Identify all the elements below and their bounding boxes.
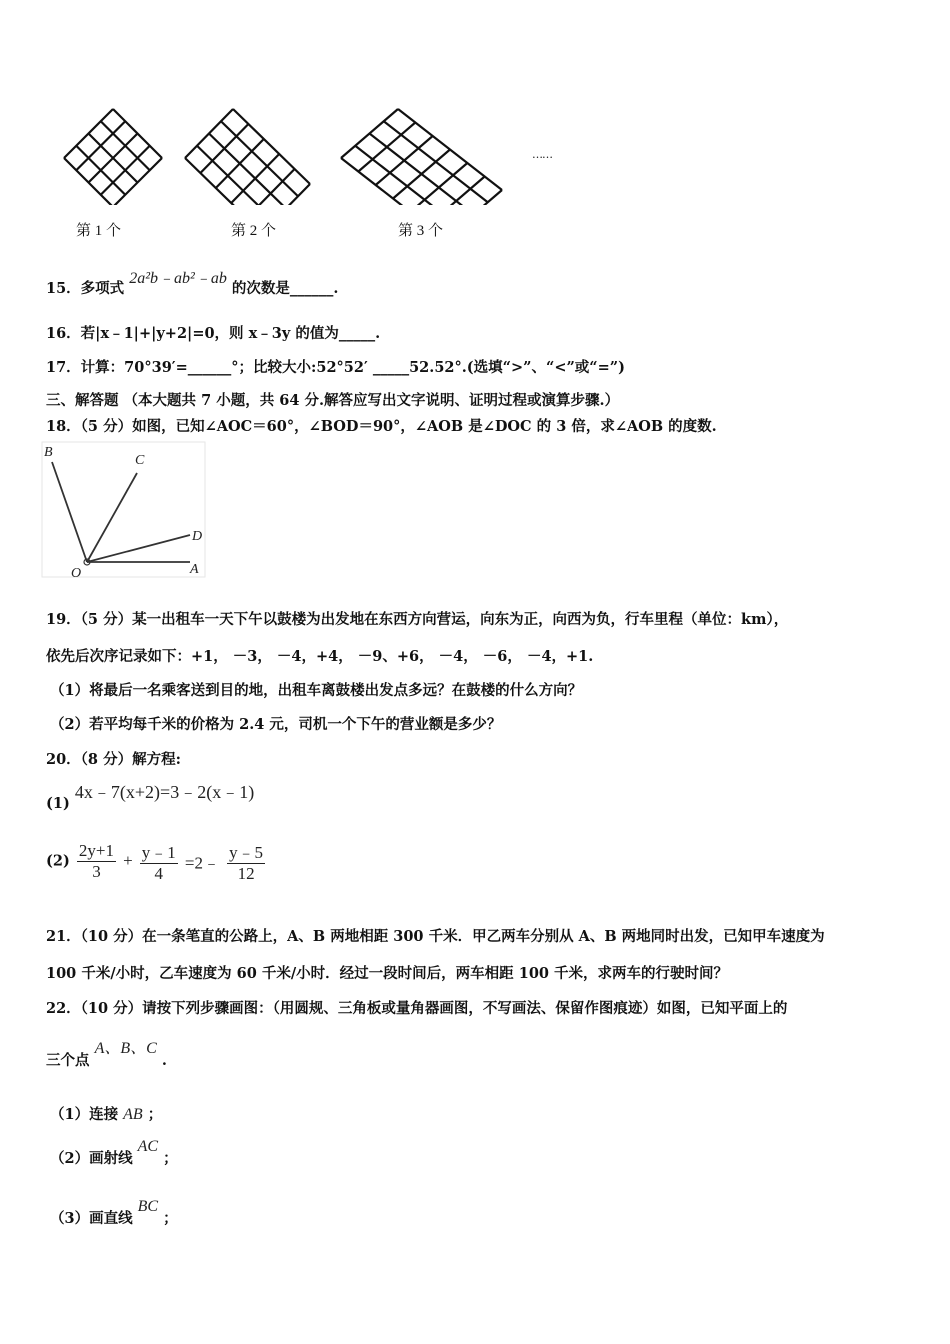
question-16: 16．若|x﹣1|+|y+2|=0，则 x﹣3y 的值为_____. xyxy=(46,325,381,342)
question-21-line-2: 100 千米/小时，乙车速度为 60 千米/小时．经过一段时间后，两车相距 100 千米，求两车的行驶时间？ xyxy=(46,965,729,982)
question-19-sub-2: （2）若平均每千米的价格为 2.4 元，司机一个下午的营业额是多少？ xyxy=(50,716,502,733)
label-B: B xyxy=(44,445,53,460)
equation-1 xyxy=(46,778,255,812)
question-19-line-1: 19．（5 分）某一出租车一天下午以鼓楼为出发地在东西方向营运，向东为正，向西为负，行车里程（单位：km）， xyxy=(46,611,789,628)
plus-sign: + xyxy=(123,851,133,870)
lattice-line xyxy=(197,146,274,205)
diagram-frame xyxy=(42,442,205,577)
figures-ellipsis: …… xyxy=(532,148,552,161)
q15-expression: 2a²b﹣ab²﹣ab xyxy=(129,270,227,287)
lattice-line xyxy=(393,150,450,199)
question-18: 18．（5 分）如图，已知∠AOC＝60°，∠BOD＝90°，∠AOB 是∠DOC 的 3 倍，求∠AOB 的度数. xyxy=(46,418,717,435)
section-3-heading: 三、解答题 （本大题共 7 小题，共 64 分.解答应写出文字说明、证明过程或演算步骤.） xyxy=(46,392,620,409)
question-20: 20．（8 分）解方程: xyxy=(46,751,181,768)
label-A: A xyxy=(190,562,199,577)
fraction-2-denominator: 4 xyxy=(154,864,164,883)
fraction-2-numerator: y﹣1 xyxy=(140,838,178,864)
question-19-sub-1: （1）将最后一名乘客送到目的地，出租车离鼓楼出发点多远？在鼓楼的什么方向？ xyxy=(50,682,583,699)
equation-1-label: (1) xyxy=(46,795,70,812)
question-22-sub-1 xyxy=(50,1103,162,1124)
q22-sub3-prefix: （3）画直线 xyxy=(50,1210,133,1227)
angle-diagram xyxy=(40,440,210,580)
question-22-line-1: 22．（10 分）请按下列步骤画图：（用圆规、三角板或量角器画图，不写画法、保留作图痕迹）如图，已知平面上的 xyxy=(46,1000,788,1017)
lattice-figure-3 xyxy=(341,109,502,205)
q22-sub2-prefix: （2）画射线 xyxy=(50,1150,133,1167)
label-D: D xyxy=(192,529,203,544)
lattice-line xyxy=(341,109,398,158)
question-21-line-1: 21．（10 分）在一条笔直的公路上，A、B 两地相距 300 千米．甲乙两车分别从 A、B 两地同时出发，已知甲车速度为 xyxy=(46,928,825,945)
q22-prefix: 三个点 xyxy=(46,1052,90,1069)
ray-OC xyxy=(87,473,137,562)
q22-points: A、B、C xyxy=(94,1040,157,1057)
lattice-figures xyxy=(0,95,600,205)
q22-sub3-suffix: ； xyxy=(163,1210,178,1227)
lattice-figure-2 xyxy=(185,109,310,205)
equation-1-expression: 4x﹣7(x+2)=3﹣2(x﹣1) xyxy=(74,782,255,802)
q22-sub1-math: AB xyxy=(123,1106,143,1123)
question-17: 17．计算：70°39′=______°；比较大小:52°52′ _____52.52°.(选填“>”、“<”或“=”) xyxy=(46,359,626,376)
label-O: O xyxy=(71,566,82,580)
fraction-2 xyxy=(140,838,178,884)
q22-sub1-suffix: ； xyxy=(147,1106,163,1123)
question-22-sub-3 xyxy=(50,1198,178,1228)
equation-2 xyxy=(46,838,267,884)
q22-sub2-math: AC xyxy=(137,1138,159,1155)
lattice-line xyxy=(376,136,433,185)
ray-OB xyxy=(52,462,87,562)
figure-caption-2: 第 2 个 xyxy=(231,223,277,239)
fraction-3-denominator: 12 xyxy=(237,864,255,883)
q22-sub3-math: BC xyxy=(137,1198,159,1215)
lattice-line xyxy=(233,109,310,184)
label-C: C xyxy=(135,453,145,468)
q15-prefix: 15．多项式 xyxy=(46,280,125,297)
question-22-sub-2 xyxy=(50,1138,178,1168)
q22-suffix: . xyxy=(161,1052,167,1069)
fraction-1-numerator: 2y+1 xyxy=(78,840,114,860)
fraction-3 xyxy=(227,838,265,884)
q22-sub1-prefix: （1）连接 xyxy=(50,1106,119,1123)
fraction-1 xyxy=(77,841,116,882)
figure-caption-1: 第 1 个 xyxy=(76,223,122,239)
equation-2-label: (2) xyxy=(46,852,70,870)
lattice-figure-1 xyxy=(64,109,162,205)
fraction-3-numerator: y﹣5 xyxy=(227,838,265,864)
lattice-line xyxy=(358,123,415,172)
question-19-line-2: 依先后次序记录如下：+1， －3， －4，+4， －9、+6， －4， －6， －4，+1. xyxy=(46,648,594,665)
lattice-line xyxy=(221,121,298,196)
question-22-line-2 xyxy=(46,1040,167,1070)
question-15 xyxy=(46,270,339,298)
fraction-1-denominator: 3 xyxy=(92,861,101,881)
q15-suffix: 的次数是______. xyxy=(231,280,339,297)
ray-OD xyxy=(87,535,190,562)
q22-sub2-suffix: ； xyxy=(163,1150,178,1167)
equals-two-minus: =2﹣ xyxy=(184,853,220,873)
figure-caption-3: 第 3 个 xyxy=(398,223,444,239)
